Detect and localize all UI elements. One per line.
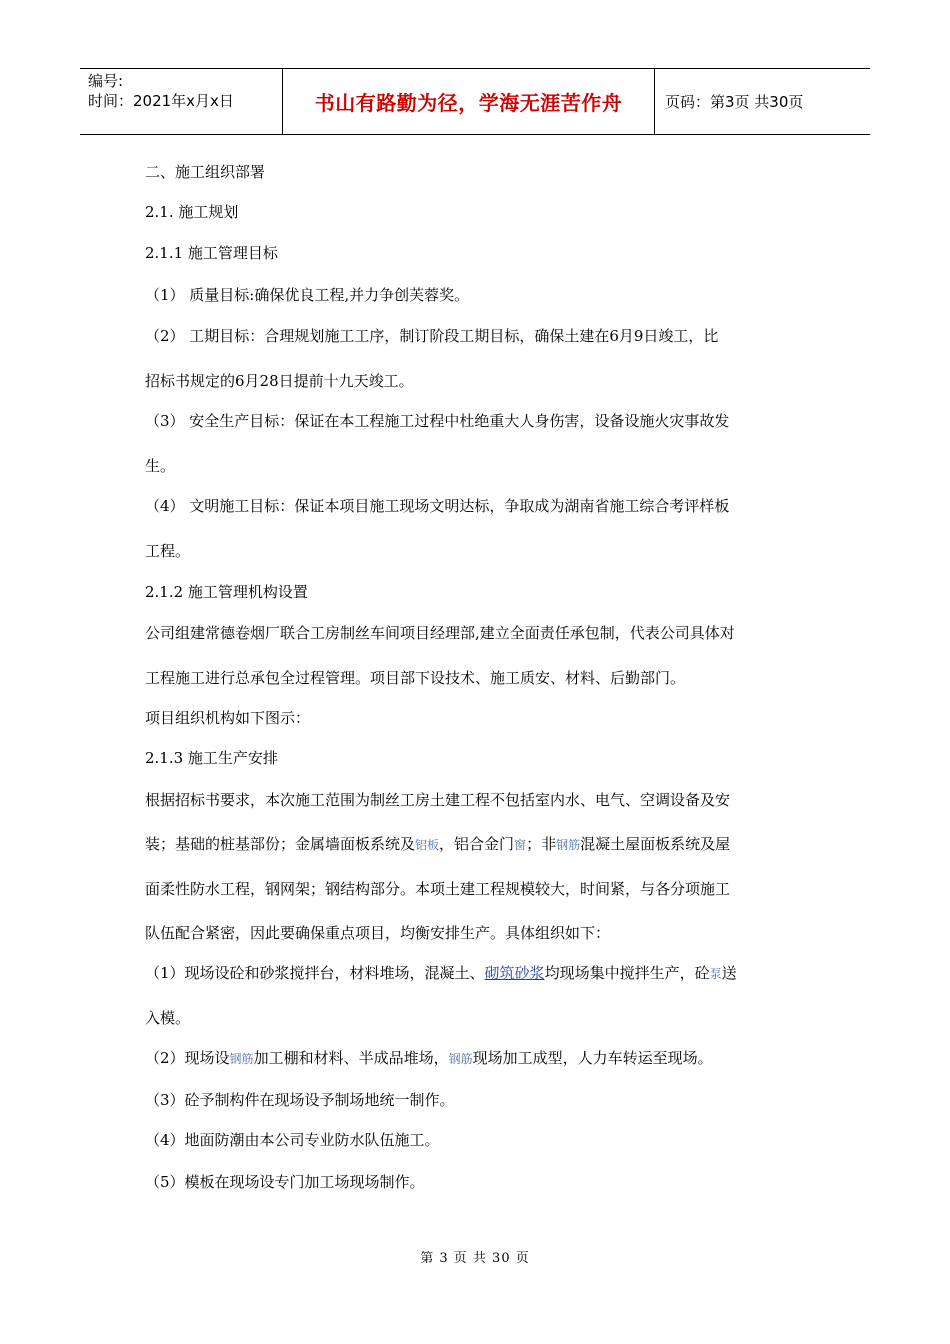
header-page-cell — [655, 69, 870, 134]
paragraph-line: 入模。 — [145, 1009, 191, 1027]
paragraph-line — [145, 963, 815, 984]
paragraph-line: 招标书规定的6月28日提前十九天竣工。 — [145, 372, 414, 390]
document-header — [80, 68, 870, 135]
text-run: 混凝土屋面板系统及屋 — [580, 835, 731, 853]
header-motto: 书山有路勤为径，学海无涯苦作舟 — [314, 91, 623, 115]
subsection-heading: 2.1.2 施工管理机构设置 — [145, 583, 308, 601]
text-run: ，铝合金门 — [439, 835, 515, 853]
term-link[interactable]: 钢筋 — [556, 838, 581, 852]
text-run: 现场加工成型，人力车转运至现场。 — [472, 1049, 713, 1067]
paragraph-line: 根据招标书要求，本次施工范围为制丝工房土建工程不包括室内水、电气、空调设备及安 — [145, 791, 731, 809]
term-link[interactable]: 钢筋 — [229, 1052, 254, 1066]
term-link[interactable]: 泵 — [709, 967, 722, 981]
paragraph-line: 队伍配合紧密，因此要确保重点项目，均衡安排生产。具体组织如下： — [145, 924, 611, 942]
header-page-number: 页码：第3页 共30页 — [665, 93, 804, 111]
section-heading: 二、施工组织部署 — [145, 163, 266, 181]
term-link[interactable]: 窗 — [514, 838, 527, 852]
paragraph-line: （3）砼予制构件在现场设予制场地统一制作。 — [145, 1091, 455, 1109]
paragraph-line: 工程。 — [145, 542, 191, 560]
header-meta — [80, 69, 282, 134]
paragraph-line: 公司组建常德卷烟厂联合工房制丝车间项目经理部,建立全面责任承包制，代表公司具体对 — [145, 624, 735, 642]
term-link[interactable]: 钢筋 — [448, 1052, 473, 1066]
text-run: （2）现场设 — [145, 1049, 230, 1067]
subsection-heading: 2.1.1 施工管理目标 — [145, 244, 278, 262]
paragraph-line — [145, 1048, 815, 1069]
paragraph-line: （5）模板在现场设专门加工场现场制作。 — [145, 1173, 425, 1191]
paragraph-line: （3） 安全生产目标：保证在本工程施工过程中杜绝重大人身伤害，设备设施火灾事故发 — [145, 412, 730, 430]
paragraph-line: （2） 工期目标：合理规划施工工序，制订阶段工期目标，确保土建在6月9日竣工，比 — [145, 327, 719, 345]
paragraph-line: 工程施工进行总承包全过程管理。项目部下设技术、施工质安、材料、后勤部门。 — [145, 669, 686, 687]
text-run: 装；基础的桩基部份；金属墙面板系统及 — [145, 835, 416, 853]
document-date: 时间：2021年x月x日 — [88, 92, 234, 110]
header-motto-cell — [282, 69, 655, 134]
term-link[interactable]: 铝板 — [415, 838, 440, 852]
paragraph-line: （1） 质量目标:确保优良工程,并力争创芙蓉奖。 — [145, 286, 470, 304]
subsection-heading: 2.1.3 施工生产安排 — [145, 749, 278, 767]
text-run: （1）现场设砼和砂浆搅拌台，材料堆场，混凝土、 — [145, 964, 485, 982]
paragraph-line: （4） 文明施工目标：保证本项目施工现场文明达标，争取成为湖南省施工综合考评样板 — [145, 497, 730, 515]
paragraph-line: 面柔性防水工程，钢网架；钢结构部分。本项土建工程规模较大，时间紧，与各分项施工 — [145, 880, 731, 898]
paragraph-line: 项目组织机构如下图示： — [145, 709, 311, 727]
text-run: 送 — [721, 964, 737, 982]
hyperlink[interactable]: 砌筑砂浆 — [484, 964, 545, 982]
text-run: 加工棚和材料、半成品堆场， — [253, 1049, 449, 1067]
paragraph-line: 生。 — [145, 457, 176, 475]
paragraph-line — [145, 834, 815, 855]
document-number: 编号: — [88, 72, 124, 90]
text-run: ；非 — [526, 835, 557, 853]
text-run: 均现场集中搅拌生产，砼 — [544, 964, 710, 982]
page-footer: 第 3 页 共 30 页 — [420, 1251, 530, 1266]
paragraph-line: （4）地面防潮由本公司专业防水队伍施工。 — [145, 1131, 440, 1149]
subsection-heading: 2.1. 施工规划 — [145, 203, 239, 221]
